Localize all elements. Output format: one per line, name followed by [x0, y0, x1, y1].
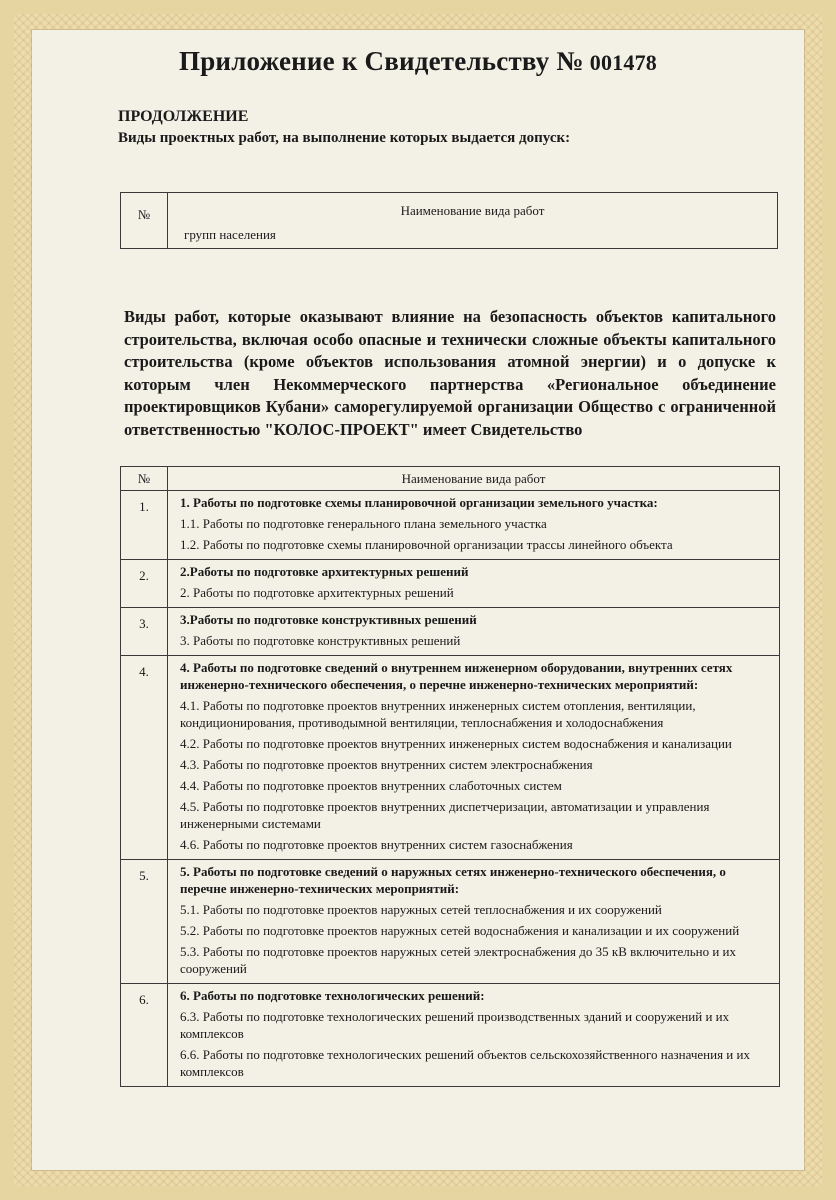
group-item: 4.4. Работы по подготовке проектов внутренних слаботочных систем [180, 778, 562, 793]
group-item: 4.3. Работы по подготовке проектов внутренних систем электроснабжения [180, 757, 593, 772]
group-item: 4.2. Работы по подготовке проектов внутренних инженерных систем водоснабжения и канализации [180, 736, 732, 751]
group-title: 1. Работы по подготовке схемы планировочной организации земельного участка: [180, 495, 658, 510]
table-row [121, 656, 780, 860]
group-title: 6. Работы по подготовке технологических решений: [180, 988, 485, 1003]
document-title [32, 46, 804, 77]
header-name-cell [168, 193, 778, 249]
group-title: 3.Работы по подготовке конструктивных решений [180, 612, 477, 627]
header-name-label: Наименование вида работ [400, 203, 545, 218]
work-types-table-top [120, 192, 778, 249]
table-row [121, 608, 780, 656]
section-subtitle: Виды проектных работ, на выполнение которых выдается допуск: [118, 130, 571, 146]
group-number: 1. [121, 491, 168, 560]
table-row [121, 560, 780, 608]
group-item: 1.2. Работы по подготовке схемы планировочной организации трассы линейного объекта [180, 537, 673, 552]
document-sheet [32, 30, 804, 1170]
group-cell [168, 656, 780, 860]
group-number: 5. [121, 860, 168, 984]
work-types-table [120, 466, 780, 1087]
group-item: 4.5. Работы по подготовке проектов внутренних диспетчеризации, автоматизации и управления инженерными системами [180, 799, 710, 831]
group-item: 3. Работы по подготовке конструктивных решений [180, 633, 461, 648]
group-item: 5.1. Работы по подготовке проектов наружных сетей теплоснабжения и их сооружений [180, 902, 662, 917]
group-item: 1.1. Работы по подготовке генерального плана земельного участка [180, 516, 547, 531]
group-item: 2. Работы по подготовке архитектурных решений [180, 585, 454, 600]
table-header-row [121, 467, 780, 491]
group-cell [168, 860, 780, 984]
table-row [121, 860, 780, 984]
header-number-cell: № [121, 193, 168, 249]
group-number: 4. [121, 656, 168, 860]
group-item: 6.3. Работы по подготовке технологических решений производственных зданий и сооружений и их комплексов [180, 1009, 730, 1041]
group-item: 4.6. Работы по подготовке проектов внутренних систем газоснабжения [180, 837, 573, 852]
title-text: Приложение к Свидетельству № [179, 46, 584, 76]
group-item: 6.6. Работы по подготовке технологических решений объектов сельскохозяйственного назначения и их комплексов [180, 1047, 750, 1079]
group-item: 5.2. Работы по подготовке проектов наружных сетей водоснабжения и канализации и их сооружений [180, 923, 740, 938]
group-item: 5.3. Работы по подготовке проектов наружных сетей электроснабжения до 35 кВ включительно и их сооружений [180, 944, 737, 976]
group-item: 4.1. Работы по подготовке проектов внутренних инженерных систем отопления, вентиляции, кондиционирования, противодымной вентиляции, теплоснабжения и холодоснабжения [180, 698, 696, 730]
group-cell [168, 984, 780, 1087]
continuation-label: ПРОДОЛЖЕНИЕ [118, 108, 249, 125]
table-row [121, 491, 780, 560]
certificate-number: 001478 [589, 50, 657, 75]
group-title: 5. Работы по подготовке сведений о наружных сетях инженерно-технического обеспечения, о перечне инженерно-технических мероприятий: [180, 864, 726, 896]
header-number-cell: № [121, 467, 168, 491]
group-number: 6. [121, 984, 168, 1087]
group-cell [168, 491, 780, 560]
statement-paragraph: Виды работ, которые оказывают влияние на безопасность объектов капитального строительства, включая особо опасные и технически сложные объекты капитального строительства (кроме объектов использования атомной энергии) и о допуске к которым член Некоммерческого партнерства «Региональное объединение проектировщиков Кубани» саморегулируемой организации Общество с ограниченной ответственностью "КОЛОС-ПРОЕКТ" имеет Свидетельство [124, 307, 776, 439]
table-row [121, 193, 778, 249]
group-number: 2. [121, 560, 168, 608]
group-title: 2.Работы по подготовке архитектурных решений [180, 564, 469, 579]
group-cell [168, 560, 780, 608]
group-number: 3. [121, 608, 168, 656]
table-item: групп населения [184, 227, 276, 242]
table-row [121, 984, 780, 1087]
header-name-cell: Наименование вида работ [168, 467, 780, 491]
group-cell [168, 608, 780, 656]
group-title: 4. Работы по подготовке сведений о внутреннем инженерном оборудовании, внутренних сетях инженерно-технического обеспечения, о перечне инженерно-технических мероприятий: [180, 660, 733, 692]
